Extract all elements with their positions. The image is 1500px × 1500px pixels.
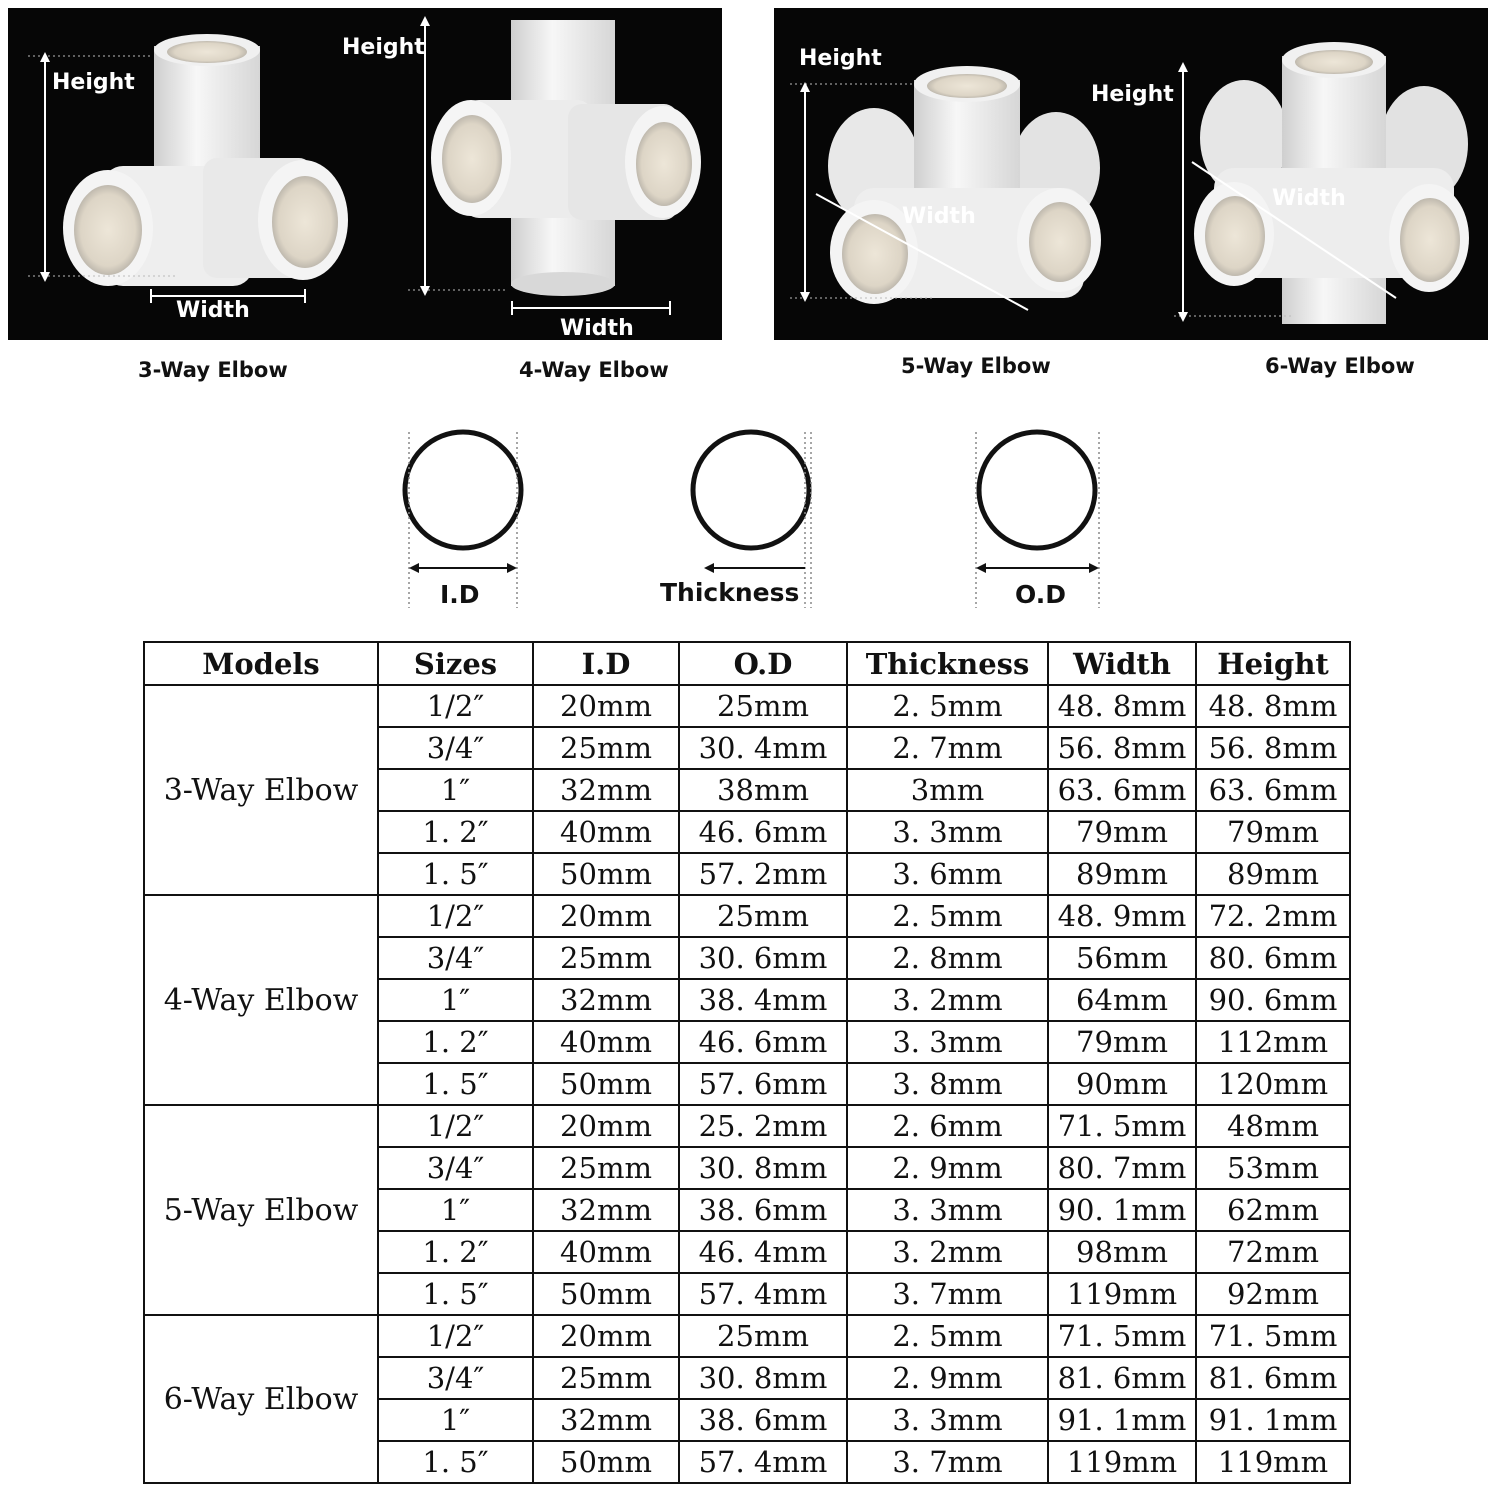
table-cell: 25mm [533,937,679,979]
table-row [144,895,1350,937]
table-cell: 30. 6mm [679,937,847,979]
table-cell: 1″ [378,979,533,1021]
table-cell: 1. 5″ [378,1063,533,1105]
table-cell: 32mm [533,1189,679,1231]
table-cell: 2. 5mm [847,1315,1048,1357]
table-cell: 64mm [1048,979,1196,1021]
table-cell: 30. 4mm [679,727,847,769]
spec-table [143,641,1351,1484]
table-cell: 25mm [679,1315,847,1357]
column-header: O.D [679,642,847,685]
table-cell: 3. 3mm [847,1189,1048,1231]
table-cell: 71. 5mm [1048,1105,1196,1147]
table-cell: 79mm [1048,1021,1196,1063]
table-cell: 38. 4mm [679,979,847,1021]
table-cell: 1″ [378,769,533,811]
table-cell: 50mm [533,853,679,895]
table-cell: 40mm [533,1231,679,1273]
table-cell: 2. 7mm [847,727,1048,769]
table-cell: 90. 6mm [1196,979,1350,1021]
table-cell: 80. 7mm [1048,1147,1196,1189]
table-cell: 32mm [533,769,679,811]
table-cell: 50mm [533,1273,679,1315]
table-header-row [144,642,1350,685]
table-cell: 25mm [533,1357,679,1399]
table-cell: 63. 6mm [1048,769,1196,811]
model-cell: 6-Way Elbow [144,1315,378,1483]
table-cell: 98mm [1048,1231,1196,1273]
table-cell: 1/2″ [378,1105,533,1147]
column-header: Thickness [847,642,1048,685]
table-cell: 1/2″ [378,1315,533,1357]
table-cell: 57. 2mm [679,853,847,895]
table-row [144,685,1350,727]
table-cell: 57. 4mm [679,1273,847,1315]
table-cell: 20mm [533,895,679,937]
table-cell: 25mm [533,727,679,769]
table-cell: 3/4″ [378,1147,533,1189]
table-cell: 1/2″ [378,895,533,937]
table-cell: 3/4″ [378,937,533,979]
table-cell: 3. 7mm [847,1273,1048,1315]
table-cell: 40mm [533,811,679,853]
six-way-width-label: Width [1272,186,1346,211]
table-cell: 46. 6mm [679,811,847,853]
table-cell: 57. 4mm [679,1441,847,1483]
table-cell: 46. 6mm [679,1021,847,1063]
table-cell: 2. 6mm [847,1105,1048,1147]
table-cell: 20mm [533,1105,679,1147]
table-cell: 25mm [679,895,847,937]
table-cell: 119mm [1048,1273,1196,1315]
table-cell: 48. 9mm [1048,895,1196,937]
od-label: O.D [1015,580,1066,609]
table-cell: 2. 5mm [847,895,1048,937]
table-cell: 1″ [378,1399,533,1441]
spec-table-body [144,685,1350,1483]
table-cell: 46. 4mm [679,1231,847,1273]
table-cell: 3/4″ [378,1357,533,1399]
table-cell: 2. 5mm [847,685,1048,727]
table-cell: 25mm [679,685,847,727]
table-cell: 1. 2″ [378,811,533,853]
table-cell: 120mm [1196,1063,1350,1105]
table-cell: 1. 2″ [378,1021,533,1063]
table-cell: 1. 2″ [378,1231,533,1273]
table-cell: 30. 8mm [679,1357,847,1399]
table-cell: 56. 8mm [1196,727,1350,769]
table-cell: 38. 6mm [679,1189,847,1231]
table-cell: 71. 5mm [1048,1315,1196,1357]
table-cell: 92mm [1196,1273,1350,1315]
table-cell: 3mm [847,769,1048,811]
table-cell: 119mm [1196,1441,1350,1483]
table-cell: 2. 9mm [847,1147,1048,1189]
table-cell: 90. 1mm [1048,1189,1196,1231]
column-header: Models [144,642,378,685]
table-cell: 3. 6mm [847,853,1048,895]
table-cell: 56. 8mm [1048,727,1196,769]
model-cell: 3-Way Elbow [144,685,378,895]
table-cell: 3. 8mm [847,1063,1048,1105]
table-cell: 48. 8mm [1048,685,1196,727]
table-cell: 2. 9mm [847,1357,1048,1399]
table-cell: 81. 6mm [1048,1357,1196,1399]
caption-four-way: 4-Way Elbow [519,358,669,382]
table-cell: 72. 2mm [1196,895,1350,937]
table-cell: 38. 6mm [679,1399,847,1441]
six-way-height-label: Height [1091,82,1174,107]
table-cell: 50mm [533,1063,679,1105]
id-label: I.D [440,580,480,609]
table-cell: 50mm [533,1441,679,1483]
five-way-height-label: Height [799,46,882,71]
table-cell: 71. 5mm [1196,1315,1350,1357]
four-way-height-label: Height [342,35,425,60]
table-cell: 89mm [1196,853,1350,895]
table-cell: 3. 2mm [847,1231,1048,1273]
table-cell: 32mm [533,979,679,1021]
four-way-width-label: Width [560,316,634,340]
table-cell: 3. 2mm [847,979,1048,1021]
table-cell: 79mm [1196,811,1350,853]
table-row [144,1315,1350,1357]
thickness-label: Thickness [660,578,800,607]
table-cell: 25mm [533,1147,679,1189]
column-header: Width [1048,642,1196,685]
table-cell: 3. 3mm [847,811,1048,853]
table-cell: 1. 5″ [378,1441,533,1483]
table-cell: 20mm [533,685,679,727]
pipe-dimension-diagrams [0,0,1500,640]
column-header: Sizes [378,642,533,685]
table-cell: 25. 2mm [679,1105,847,1147]
model-cell: 5-Way Elbow [144,1105,378,1315]
table-cell: 48. 8mm [1196,685,1350,727]
table-cell: 89mm [1048,853,1196,895]
table-cell: 79mm [1048,811,1196,853]
table-cell: 53mm [1196,1147,1350,1189]
table-cell: 48mm [1196,1105,1350,1147]
model-cell: 4-Way Elbow [144,895,378,1105]
table-cell: 90mm [1048,1063,1196,1105]
column-header: Height [1196,642,1350,685]
table-cell: 57. 6mm [679,1063,847,1105]
table-cell: 112mm [1196,1021,1350,1063]
table-cell: 1. 5″ [378,853,533,895]
table-cell: 1″ [378,1189,533,1231]
table-cell: 91. 1mm [1048,1399,1196,1441]
five-way-width-label: Width [902,204,976,229]
table-cell: 119mm [1048,1441,1196,1483]
caption-six-way: 6-Way Elbow [1265,354,1415,378]
table-cell: 3. 3mm [847,1399,1048,1441]
table-row [144,1105,1350,1147]
table-cell: 20mm [533,1315,679,1357]
table-cell: 1. 5″ [378,1273,533,1315]
table-cell: 91. 1mm [1196,1399,1350,1441]
table-cell: 80. 6mm [1196,937,1350,979]
table-cell: 3/4″ [378,727,533,769]
column-header: I.D [533,642,679,685]
caption-three-way: 3-Way Elbow [138,358,288,382]
table-cell: 62mm [1196,1189,1350,1231]
table-cell: 30. 8mm [679,1147,847,1189]
table-cell: 56mm [1048,937,1196,979]
table-cell: 72mm [1196,1231,1350,1273]
three-way-width-label: Width [176,298,250,323]
table-cell: 81. 6mm [1196,1357,1350,1399]
table-cell: 38mm [679,769,847,811]
table-cell: 1/2″ [378,685,533,727]
three-way-height-label: Height [52,70,135,95]
table-cell: 3. 7mm [847,1441,1048,1483]
caption-five-way: 5-Way Elbow [901,354,1051,378]
table-cell: 32mm [533,1399,679,1441]
table-cell: 2. 8mm [847,937,1048,979]
table-cell: 40mm [533,1021,679,1063]
table-cell: 3. 3mm [847,1021,1048,1063]
table-cell: 63. 6mm [1196,769,1350,811]
